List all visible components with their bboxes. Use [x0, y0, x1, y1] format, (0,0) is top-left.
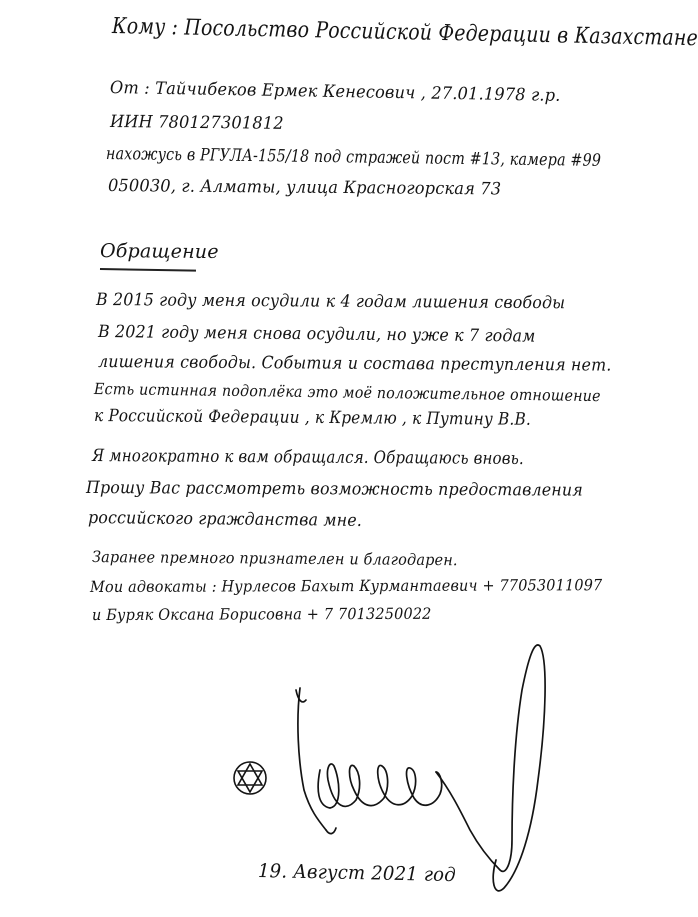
date-line: 19. Август 2021 год: [257, 860, 457, 887]
closing-line: Заранее премного признателен и благодарен.: [91, 548, 458, 570]
recipient-line: Кому : Посольство Российской Федерации в Казахстане: [111, 14, 698, 52]
paragraph1-line: лишения свободы. События и состава преступления нет.: [97, 352, 612, 376]
address-line: 050030, г. Алматы, улица Красногорская 73: [107, 176, 502, 200]
iin-line: ИИН 780127301812: [109, 112, 284, 134]
paragraph1-line: к Российской Федерации , к Кремлю , к Путину В.В.: [93, 406, 532, 430]
heading-underline: [100, 268, 196, 271]
paragraph2-line: Прошу Вас рассмотреть возможность предоставления: [85, 478, 583, 501]
handwritten-signature: [296, 645, 545, 891]
star-of-david-seal-icon: [234, 762, 266, 794]
paragraph1-line: В 2021 году меня снова осудили, но уже к 7 годам: [97, 322, 536, 347]
lawyers-line: Мои адвокаты : Нурлесов Бахыт Курмантаевич + 77053011097: [89, 576, 603, 596]
paragraph2-line: Я многократно к вам обращался. Обращаюсь вновь.: [91, 446, 524, 470]
sender-line: От : Тайчибеков Ермек Кенесович , 27.01.1978 г.р.: [109, 78, 561, 106]
paragraph1-line: Есть истинная подоплёка это моё положительное отношение: [93, 380, 601, 406]
location-line: нахожусь в РГУЛА-155/18 под стражей пост #13, камера #99: [105, 144, 602, 171]
lawyers-line: и Буряк Оксана Борисовна + 7 7013250022: [91, 604, 432, 624]
letter-heading: Обращение: [99, 240, 219, 264]
paragraph1-line: В 2015 году меня осудили к 4 годам лишения свободы: [95, 290, 566, 314]
paragraph2-line: российского гражданства мне.: [87, 508, 363, 531]
